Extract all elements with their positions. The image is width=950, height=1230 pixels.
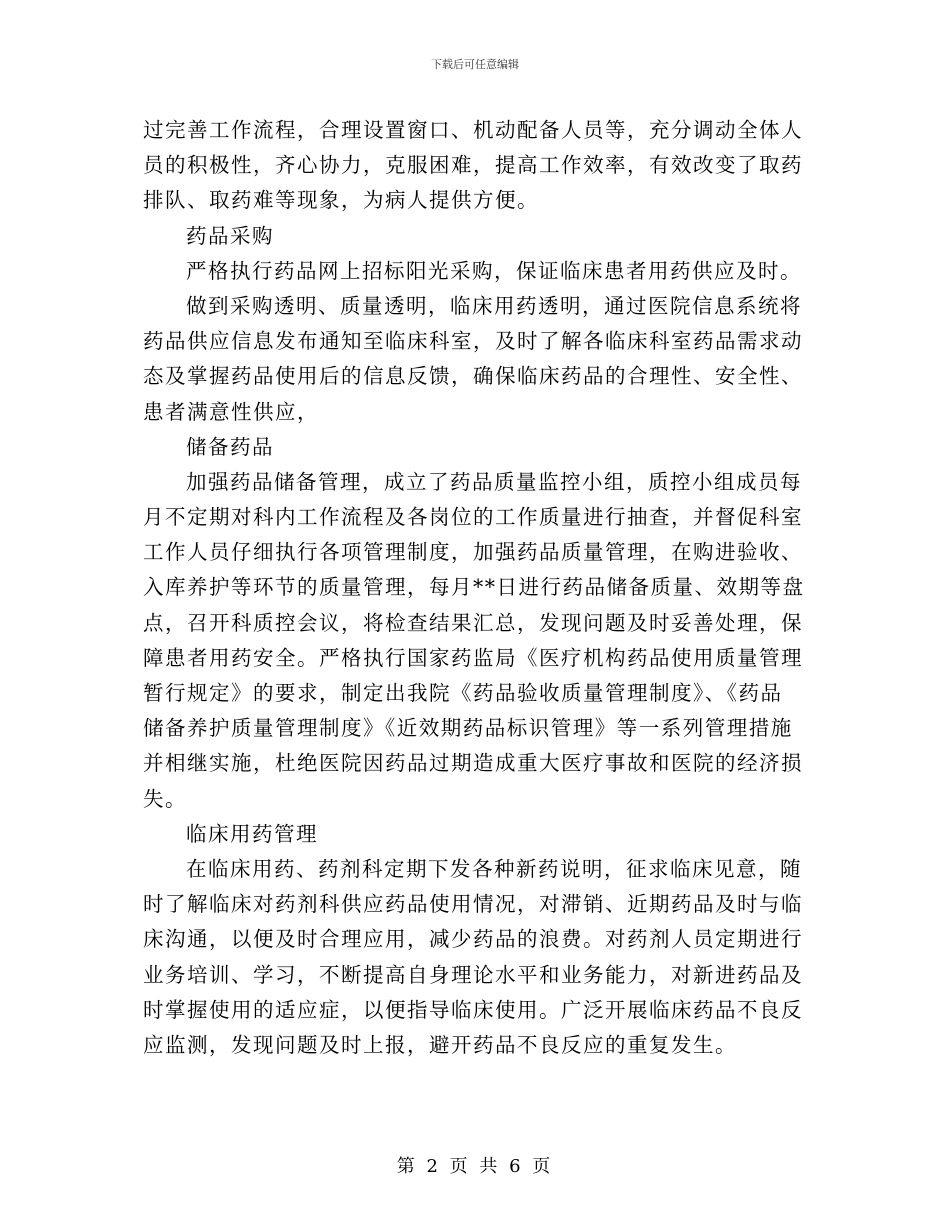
- text-line: 时掌握使用的适应症，以便指导临床使用。广泛开展临床药品不良反: [143, 997, 803, 1022]
- text-line: 药品采购: [186, 223, 274, 248]
- text-line: 加强药品储备管理，成立了药品质量监控小组，质控小组成员每: [186, 469, 802, 494]
- header-note: 下载后可任意编辑: [431, 58, 519, 71]
- text-line: 点，召开科质控会议，将检查结果汇总，发现问题及时妥善处理，保: [143, 610, 803, 635]
- text-line: 储备养护质量管理制度》《近效期药品标识管理》等一系列管理措施: [143, 716, 793, 741]
- text-line: 药品供应信息发布通知至临床科室，及时了解各临床科室药品需求动: [143, 329, 803, 354]
- text-line: 储备药品: [186, 434, 274, 459]
- text-line: 临床用药管理: [186, 821, 318, 846]
- text-line: 患者满意性供应，: [143, 399, 319, 424]
- text-line: 员的积极性，齐心协力，克服困难，提高工作效率，有效改变了取药: [143, 153, 803, 178]
- text-line: 工作人员仔细执行各项管理制度，加强药品质量管理，在购进验收、: [143, 540, 803, 565]
- text-line: 失。: [143, 786, 187, 811]
- text-line: 严格执行药品网上招标阳光采购，保证临床患者用药供应及时。: [186, 258, 802, 283]
- text-line: 过完善工作流程，合理设置窗口、机动配备人员等，充分调动全体人: [143, 118, 803, 142]
- text-line: 月不定期对科内工作流程及各岗位的工作质量进行抽查，并督促科室: [143, 505, 803, 530]
- text-line: 床沟通，以便及时合理应用，减少药品的浪费。对药剂人员定期进行: [143, 927, 803, 952]
- text-line: 入库养护等环节的质量管理，每月**日进行药品储备质量、效期等盘: [143, 575, 805, 600]
- text-line: 应监测，发现问题及时上报，避开药品不良反应的重复发生。: [143, 1032, 737, 1057]
- text-line: 在临床用药、药剂科定期下发各种新药说明，征求临床见意，随: [186, 856, 802, 881]
- text-line: 态及掌握药品使用后的信息反馈，确保临床药品的合理性、安全性、: [143, 364, 803, 389]
- text-line: 暂行规定》的要求，制定出我院《药品验收质量管理制度》、《药品: [143, 681, 783, 705]
- text-line: 时了解临床对药剂科供应药品使用情况，对滞销、近期药品及时与临: [143, 892, 803, 917]
- text-line: 障患者用药安全。严格执行国家药监局《医疗机构药品使用质量管理: [143, 645, 803, 670]
- document-body: [143, 113, 808, 1063]
- text-line: 排队、取药难等现象，为病人提供方便。: [143, 188, 539, 213]
- text-line: 并相继实施，杜绝医院因药品过期造成重大医疗事故和医院的经济损: [143, 751, 803, 776]
- text-line: 业务培训、学习，不断提高自身理论水平和业务能力，对新进药品及: [143, 962, 803, 987]
- page-footer: 第 2 页 共 6 页: [396, 1156, 554, 1177]
- text-line: 做到采购透明、质量透明，临床用药透明，通过医院信息系统将: [186, 293, 802, 318]
